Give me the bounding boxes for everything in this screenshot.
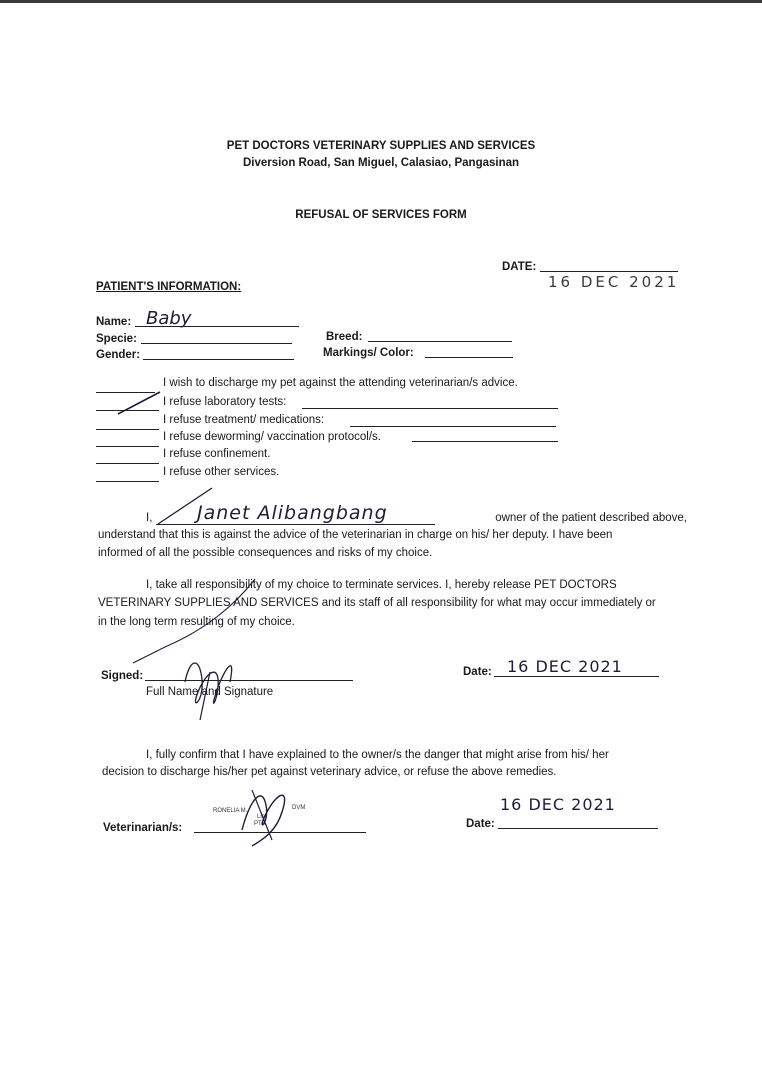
vet-stamp-suffix: DVM [292,805,306,811]
gender-label: Gender: [96,349,141,361]
option-deworming: I refuse deworming/ vaccination protocol/s. [163,431,381,443]
vet-date-value: 16 DEC 2021 [500,795,616,814]
confirm-line2: decision to discharge his/her pet against veterinary advice, or refuse the above remedies. [102,766,557,778]
responsibility-line1: I, take all responsibility of my choice to terminate services. I, hereby release PET DOCTORS [146,579,617,591]
specie-label: Specie: [96,333,137,345]
confirm-line1: I, fully confirm that I have explained to the owner/s the danger that might arise from his/ her [146,749,609,761]
statement-prefix: I, [146,512,153,524]
name-handwritten: Baby [146,308,192,329]
option-deworming-line [412,441,558,442]
markings-label: Markings/ Color: [323,347,414,359]
option-lab-tests: I refuse laboratory tests: [163,396,287,408]
date-line [540,271,678,272]
option-treatment: I refuse treatment/ medications: [163,414,325,426]
company-name: PET DOCTORS VETERINARY SUPPLIES AND SERVICES [226,140,536,152]
option-blank [96,446,159,447]
option-discharge: I wish to discharge my pet against the attending veterinarian/s advice. [163,377,518,389]
pen-stroke [150,478,270,538]
statement-line1-suffix: owner of the patient described above, [495,512,687,524]
signed-label: Signed: [101,670,144,682]
date-stamp-top: 16 DEC 2021 [548,273,680,291]
specie-line [141,343,292,344]
check-mark-icon [110,390,170,420]
form-title: REFUSAL OF SERVICES FORM [295,209,467,221]
signed-date-value: 16 DEC 2021 [507,657,623,676]
statement-line3: informed of all the possible consequences and risks of my choice. [98,547,433,559]
scan-edge [0,0,762,3]
breed-label: Breed: [326,331,363,343]
option-lab-tests-line [302,408,558,409]
statement-line2: understand that this is against the advice of the veterinarian in charge on his/ her deputy. I have been [98,529,613,541]
vet-stamp-lic: Lic. [257,814,267,820]
vet-stamp-ptr: PTR [254,821,266,827]
markings-line [425,357,513,358]
owner-name-handwritten: Janet Alibangbang [197,502,388,524]
vet-stamp-name: RONELIA M. [213,808,248,814]
gender-line [143,359,294,360]
breed-line [368,341,512,342]
vet-signature-icon [232,780,302,850]
responsibility-line2: VETERINARY SUPPLIES AND SERVICES and its staff of all responsibility for what may occur immediately or [98,597,656,609]
vet-label: Veterinarian/s: [103,822,183,834]
signed-date-label: Date: [463,666,492,678]
option-confinement: I refuse confinement. [163,448,271,460]
patient-section-title: PATIENT'S INFORMATION: [96,281,242,293]
option-blank [96,429,159,430]
vet-date-label: Date: [466,818,495,830]
option-other: I refuse other services. [163,466,280,478]
responsibility-line3: in the long term resulting of my choice. [98,616,295,628]
vet-date-line [498,828,658,829]
company-address: Diversion Road, San Miguel, Calasiao, Pangasinan [242,157,520,169]
date-label: DATE: [502,261,537,273]
signed-date-line [494,676,659,677]
option-treatment-line [350,426,556,427]
name-label: Name: [96,316,132,328]
signature-caption: Full Name and Signature [146,686,274,698]
option-blank [96,463,159,464]
